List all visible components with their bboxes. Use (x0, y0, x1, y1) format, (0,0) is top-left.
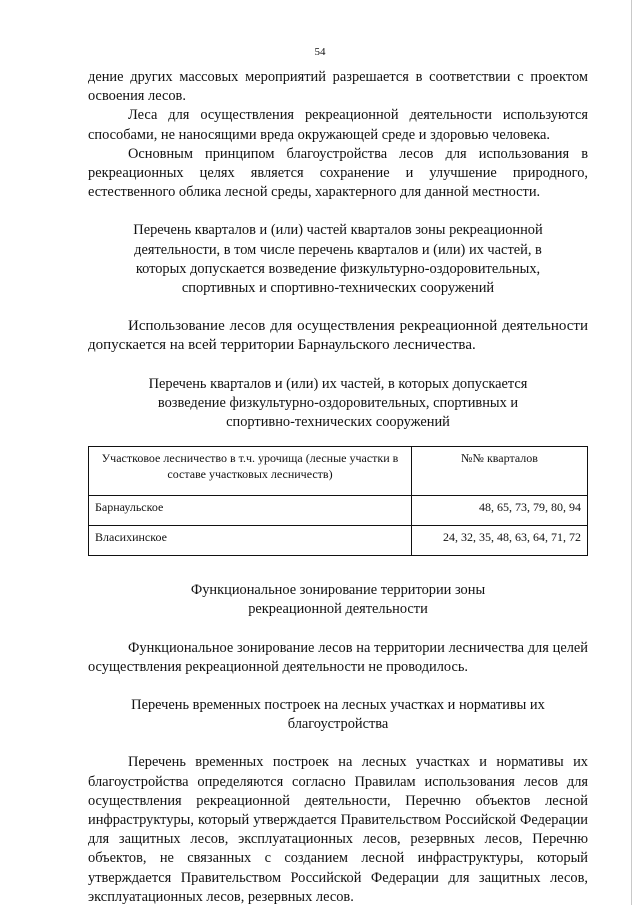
heading-functional-zoning: Функциональное зонирование территории зоны рекреационной деятельности (190, 582, 486, 618)
paragraph-methods: Леса для осуществления рекреационной деятельности используются способами, не наносящими вреда окружающей среде и здоровью человека. (88, 107, 588, 143)
table-header-row (89, 447, 588, 496)
table-row (89, 526, 588, 556)
page-number: 54 (314, 46, 326, 58)
table-row (89, 496, 588, 526)
paragraph-principle: Основным принципом благоустройства лесов для использования в рекреационных целях является сохранение и улучшение природного, естественного облика лесной среды, характерного для данной местности. (88, 145, 588, 201)
paragraph-usage: Использование лесов для осуществления рекреационной деятельности допускается на всей территории Барнаульского лесничества. (88, 318, 588, 354)
paragraph-continuation: дение других массовых мероприятий разрешается в соответствии с проектом освоения лесов. (88, 69, 588, 105)
heading-structures-list: Перечень кварталов и (или) их частей, в которых допускается возведение физкультурно-оздоровительных, спортивных и спортивно-технических сооружений (148, 375, 528, 431)
paragraph-zoning: Функциональное зонирование лесов на территории лесничества для целей осуществления рекреационной деятельности не проводилось. (88, 639, 588, 675)
quarters-table (88, 446, 588, 556)
heading-quarters-list: Перечень кварталов и (или) частей кварталов зоны рекреационной деятельности, в том числе перечень кварталов и (или) их частей, в которых допускается возведение физкультурно-оздоровительных, спортивных и спортивно-технических сооружений (133, 222, 543, 297)
table-cell-quarters: 24, 32, 35, 48, 63, 64, 71, 72 (412, 526, 588, 556)
table-cell-forestry: Барнаульское (89, 496, 412, 526)
document-body (88, 68, 588, 907)
paragraph-temporary-buildings: Перечень временных построек на лесных участках и нормативы их благоустройства определяются согласно Правилам использования лесов для осуществления рекреационной деятельности, Перечню объектов лесной инфраструктуры, который утверждается Правительством Российской Федерации для защитных лесов, эксплуатационных лесов, резервных лесов, Перечню объектов, не связанных с созданием лесной инфраструктуры, который утверждается Правительством Российской Федерации для защитных лесов, эксплуатационных лесов, резервных лесов. (88, 754, 588, 905)
heading-temporary-buildings: Перечень временных построек на лесных участках и нормативы их благоустройства (131, 697, 545, 733)
table-header-forestry: Участковое лесничество в т.ч. урочища (лесные участки в составе участковых лесничеств) (89, 447, 412, 496)
table-cell-forestry: Власихинское (89, 526, 412, 556)
table-header-quarters: №№ кварталов (412, 447, 588, 496)
page-edge-line (631, 0, 632, 905)
table-cell-quarters: 48, 65, 73, 79, 80, 94 (412, 496, 588, 526)
